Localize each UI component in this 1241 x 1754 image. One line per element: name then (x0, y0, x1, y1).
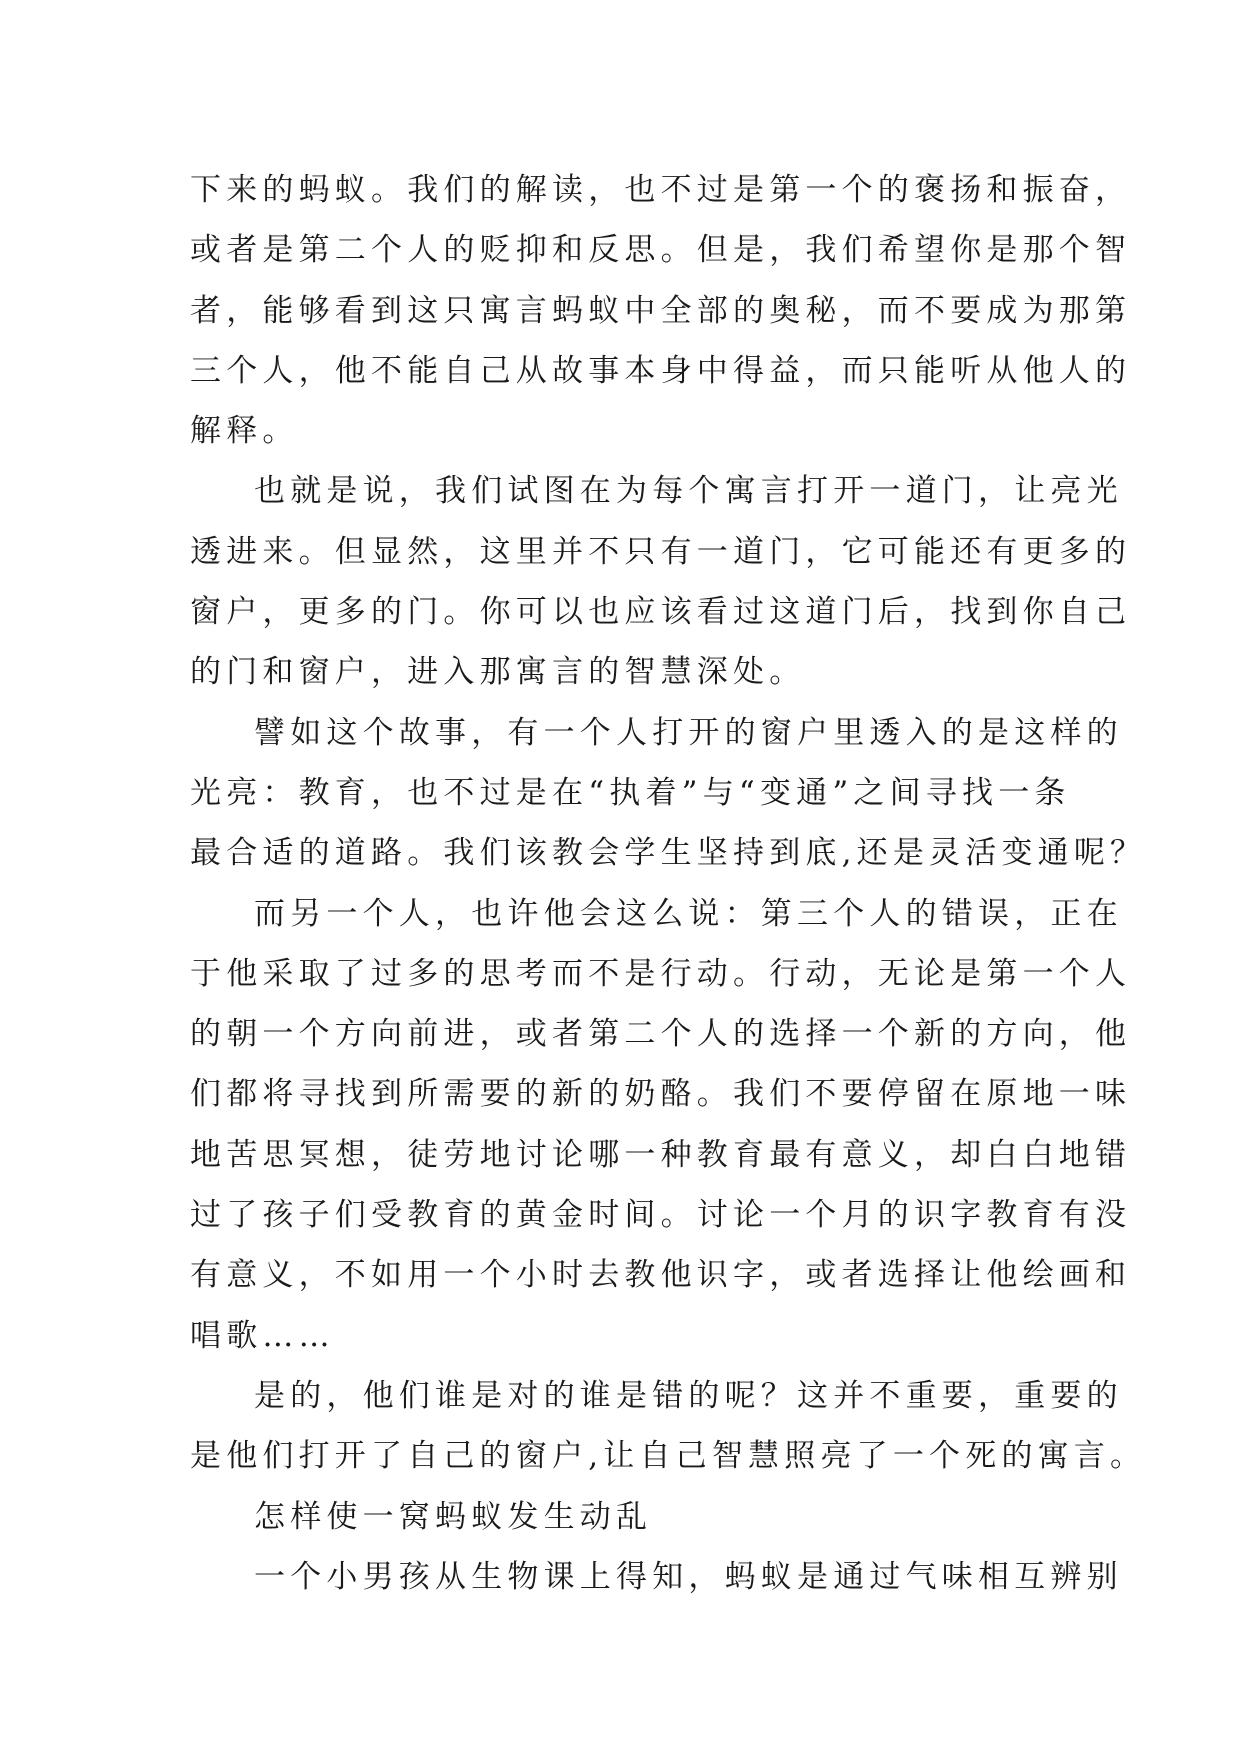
paragraph-start-line: 是的，他们谁是对的谁是错的呢？这并不重要，重要的 (254, 1377, 1123, 1414)
text-line: 的门和窗户，进入那寓言的智慧深处。 (190, 654, 806, 691)
text-line: 是他们打开了自己的窗户,让自己智慧照亮了一个死的寓言。 (190, 1438, 1147, 1475)
text-line: 下来的蚂蚁。我们的解读，也不过是第一个的褒扬和振奋， (190, 172, 1132, 208)
text-line: 们都将寻找到所需要的新的奶酪。我们不要停留在原地一味 (190, 1076, 1132, 1113)
text-line: 或者是第二个人的贬抑和反思。但是，我们希望你是那个智 (190, 232, 1132, 269)
paragraph-start-line: 而另一个人，也许他会这么说：第三个人的错误，正在 (254, 895, 1123, 932)
paragraph-start-line: 譬如这个故事，有一个人打开的窗户里透入的是这样的 (254, 714, 1123, 751)
text-line: 的朝一个方向前进，或者第二个人的选择一个新的方向，他 (190, 1016, 1132, 1053)
text-line: 解释。 (190, 413, 299, 450)
text-line: 唱歌…… (190, 1317, 335, 1354)
paragraph-start-line: 也就是说，我们试图在为每个寓言打开一道门，让亮光 (254, 473, 1123, 510)
text-line: 最合适的道路。我们该教会学生坚持到底,还是灵活变通呢？ (190, 835, 1147, 872)
text-line: 于他采取了过多的思考而不是行动。行动，无论是第一个人 (190, 955, 1132, 992)
text-line: 过了孩子们受教育的黄金时间。讨论一个月的识字教育有没 (190, 1197, 1132, 1234)
text-line: 三个人，他不能自己从故事本身中得益，而只能听从他人的 (190, 352, 1132, 389)
text-line: 地苦思冥想，徒劳地讨论哪一种教育最有意义，却白白地错 (190, 1136, 1132, 1173)
text-line: 有意义，不如用一个小时去教他识字，或者选择让他绘画和 (190, 1257, 1132, 1294)
text-line: 透进来。但显然，这里并不只有一道门，它可能还有更多的 (190, 533, 1132, 570)
text-line: 光亮：教育，也不过是在“执着”与“变通”之间寻找一条 (190, 774, 1071, 811)
document-body (190, 160, 1147, 1607)
section-heading: 怎样使一窝蚂蚁发生动乱 (254, 1498, 653, 1535)
paragraph-start-line: 一个小男孩从生物课上得知，蚂蚁是通过气味相互辨别 (254, 1558, 1123, 1595)
text-line: 窗户，更多的门。你可以也应该看过这道门后，找到你自己 (190, 594, 1132, 631)
text-line: 者，能够看到这只寓言蚂蚁中全部的奥秘，而不要成为那第 (190, 292, 1132, 329)
